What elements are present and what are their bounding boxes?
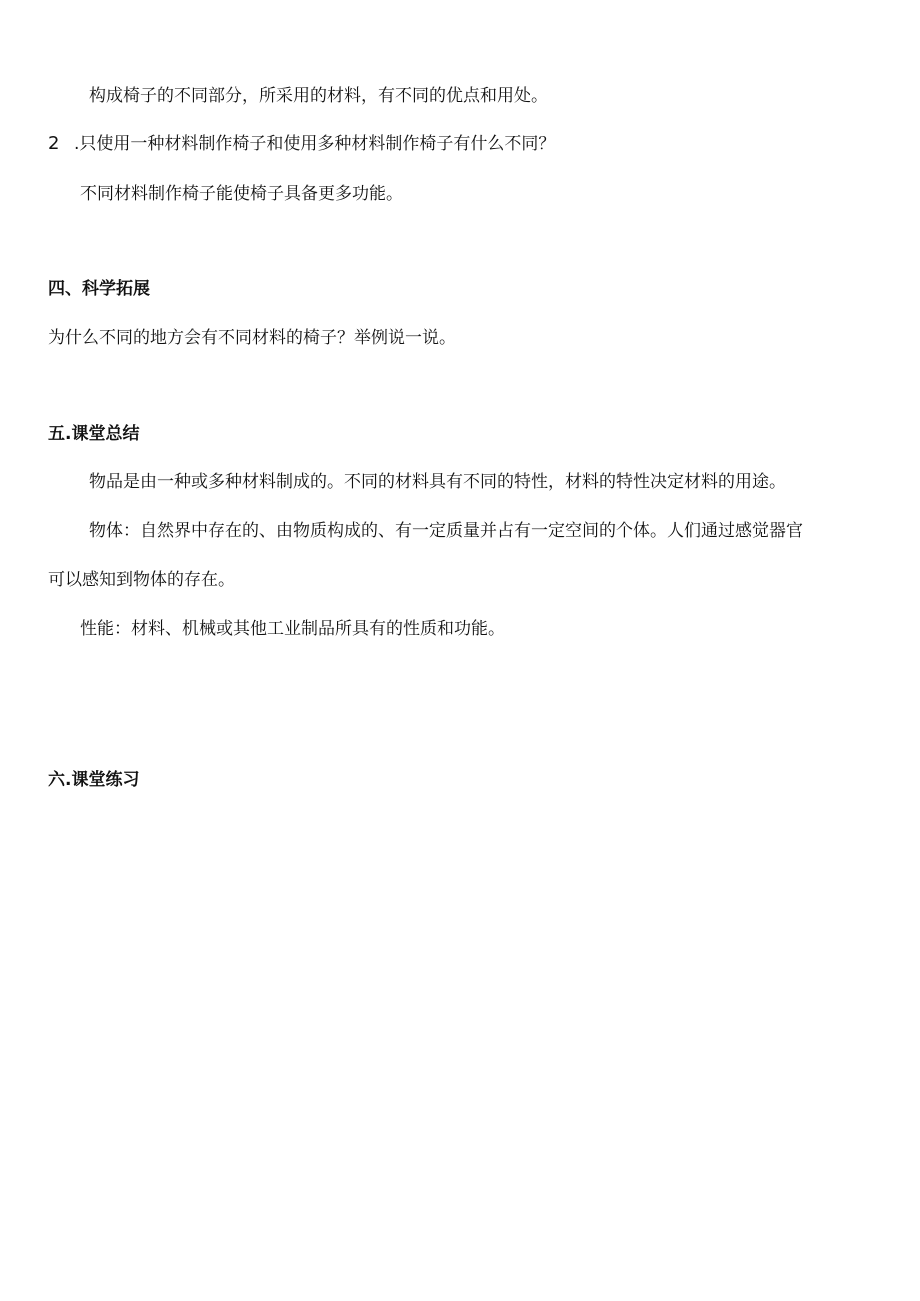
- q1-answer-text: 构成椅子的不同部分，所采用的材料，有不同的优点和用处。: [89, 86, 548, 106]
- section-4-question: 为什么不同的地方会有不同材料的椅子？举例说一说。: [48, 328, 456, 348]
- question-2: [48, 132, 555, 156]
- section-6-heading: 六.课堂练习: [48, 770, 140, 790]
- question-2-number: 2: [48, 133, 60, 154]
- summary-paragraph-2-line-1: 物体：自然界中存在的、由物质构成的、有一定质量并占有一定空间的个体。人们通过感觉器官: [89, 521, 803, 541]
- summary-paragraph-1: 物品是由一种或多种材料制成的。不同的材料具有不同的特性，材料的特性决定材料的用途。: [89, 472, 786, 492]
- summary-paragraph-2-line-2: 可以感知到物体的存在。: [48, 570, 235, 590]
- section-5-heading: 五.课堂总结: [48, 424, 140, 444]
- summary-paragraph-3: 性能：材料、机械或其他工业制品所具有的性质和功能。: [80, 619, 505, 639]
- q2-answer-text: 不同材料制作椅子能使椅子具备更多功能。: [80, 184, 403, 204]
- section-4-heading: 四、科学拓展: [48, 279, 150, 299]
- question-2-text: .只使用一种材料制作椅子和使用多种材料制作椅子有什么不同？: [74, 134, 556, 154]
